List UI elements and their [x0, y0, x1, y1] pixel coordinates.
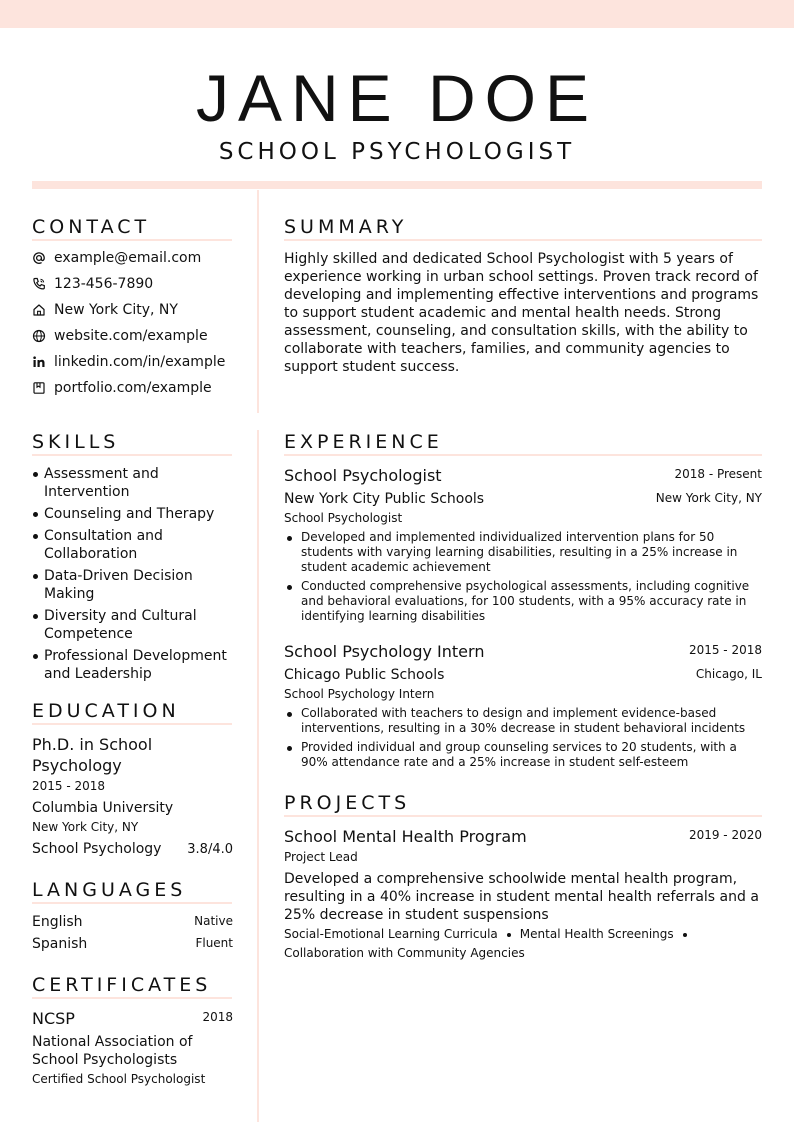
- skill-item: Professional Development and Leadership: [32, 647, 242, 683]
- language-name: English: [32, 914, 83, 930]
- skill-item: Assessment and Intervention: [32, 465, 242, 501]
- candidate-name: JANE DOE: [195, 61, 599, 135]
- job-bullet: Provided individual and group counseling services to 20 students, with a 90% attendance rate and a 25% increase in student self-esteem: [285, 740, 761, 770]
- contact-linkedin[interactable]: [32, 352, 247, 372]
- certificate-description: Certified School Psychologist: [32, 1072, 206, 1086]
- job-bullet: Conducted comprehensive psychological assessments, including cognitive and behavioral evaluations, for 100 students, with a 95% accuracy rate in identifying learning disabilities: [285, 579, 761, 624]
- project-tag: Social-Emotional Learning Curricula: [284, 927, 498, 941]
- job-company: Chicago Public Schools: [284, 667, 445, 683]
- skill-item: Diversity and Cultural Competence: [32, 607, 242, 643]
- job-dates: 2015 - 2018: [688, 643, 762, 657]
- languages-heading-rule: [32, 902, 232, 904]
- projects-heading: PROJECTS: [284, 792, 411, 814]
- job-role: School Psychology Intern: [284, 687, 435, 701]
- summary-heading: SUMMARY: [284, 216, 408, 238]
- contact-linkedin-text: linkedin.com/in/example: [54, 354, 226, 370]
- job-dates: 2018 - Present: [674, 467, 762, 481]
- education-heading: EDUCATION: [32, 700, 180, 722]
- contact-website-text: website.com/example: [54, 328, 208, 344]
- project-name: School Mental Health Program: [284, 827, 527, 846]
- certificate-issuer: National Association of School Psychologists: [32, 1034, 193, 1068]
- contact-heading: CONTACT: [32, 216, 151, 238]
- language-level: Fluent: [195, 936, 233, 950]
- phone-icon: [32, 277, 46, 291]
- certificate-name: NCSP: [32, 1009, 75, 1028]
- contact-phone[interactable]: [32, 274, 247, 294]
- certificates-heading-rule: [32, 997, 232, 999]
- job-role: School Psychologist: [284, 511, 403, 525]
- job-location: Chicago, IL: [695, 667, 762, 681]
- contact-location-text: New York City, NY: [54, 302, 178, 318]
- summary-text: Highly skilled and dedicated School Psychologist with 5 years of experience working in urban school settings. Proven track record of developing and implementing effective interventions and programs to support student academic and mental health needs. Strong assessment, counseling, and consultation skills, with the ability to collaborate with teachers, families, and community agencies to support student success.: [284, 251, 759, 375]
- tag-separator: [683, 933, 687, 937]
- certificate-year: 2018: [202, 1010, 233, 1024]
- linkedin-icon: [32, 355, 46, 369]
- education-location: New York City, NY: [32, 820, 139, 834]
- summary-heading-rule: [284, 239, 762, 241]
- column-divider-bottom: [257, 430, 259, 1122]
- portfolio-icon: [32, 381, 46, 395]
- contact-email[interactable]: [32, 248, 247, 268]
- contact-portfolio-text: portfolio.com/example: [54, 380, 212, 396]
- job-location: New York City, NY: [655, 491, 762, 505]
- header-divider: [32, 181, 762, 189]
- languages-heading: LANGUAGES: [32, 879, 187, 901]
- certificates-heading: CERTIFICATES: [32, 974, 212, 996]
- job-bullet: Collaborated with teachers to design and implement evidence-based interventions, resulting in a 30% decrease in student behavioral incidents: [285, 706, 761, 736]
- education-field: School Psychology: [32, 841, 162, 857]
- contact-portfolio[interactable]: [32, 378, 247, 398]
- contact-website[interactable]: [32, 326, 247, 346]
- project-tags-line-1: [284, 927, 696, 942]
- education-degree: Ph.D. in School Psychology: [32, 735, 153, 775]
- project-tag: Mental Health Screenings: [519, 927, 674, 941]
- project-tags-line-2: [284, 946, 525, 961]
- candidate-title: SCHOOL PSYCHOLOGIST: [218, 139, 576, 165]
- project-dates: 2019 - 2020: [688, 828, 762, 842]
- contact-phone-text: 123-456-7890: [54, 276, 154, 292]
- job-title: School Psychology Intern: [284, 642, 485, 661]
- education-gpa: 3.8/4.0: [187, 842, 233, 857]
- language-level: Native: [194, 914, 233, 928]
- skill-item: Data-Driven Decision Making: [32, 567, 242, 603]
- project-role: Project Lead: [284, 850, 358, 864]
- language-name: Spanish: [32, 936, 88, 952]
- education-heading-rule: [32, 723, 232, 725]
- education-school: Columbia University: [32, 800, 174, 816]
- contact-location: [32, 300, 247, 320]
- job-company: New York City Public Schools: [284, 491, 485, 507]
- contact-email-text: example@email.com: [54, 250, 202, 266]
- project-description: Developed a comprehensive schoolwide mental health program, resulting in a 40% increase in student mental health referrals and a 25% decrease in student suspensions: [284, 871, 759, 923]
- contact-heading-rule: [32, 239, 232, 241]
- tag-separator: [507, 933, 511, 937]
- skill-item: Consultation and Collaboration: [32, 527, 242, 563]
- skill-item: Counseling and Therapy: [32, 505, 242, 523]
- experience-heading-rule: [284, 454, 762, 456]
- projects-heading-rule: [284, 815, 762, 817]
- experience-heading: EXPERIENCE: [284, 431, 443, 453]
- globe-icon: [32, 329, 46, 343]
- job-bullet: Developed and implemented individualized intervention plans for 50 students with varying learning disabilities, resulting in a 25% increase in student academic achievement: [285, 530, 761, 575]
- home-icon: [32, 303, 46, 317]
- project-tag: Collaboration with Community Agencies: [284, 946, 525, 960]
- top-accent-band: [0, 0, 794, 28]
- column-divider-top: [257, 190, 259, 413]
- skills-heading: SKILLS: [32, 431, 120, 453]
- skills-heading-rule: [32, 454, 232, 456]
- education-dates: 2015 - 2018: [32, 779, 106, 793]
- at-icon: [32, 251, 46, 265]
- job-title: School Psychologist: [284, 466, 442, 485]
